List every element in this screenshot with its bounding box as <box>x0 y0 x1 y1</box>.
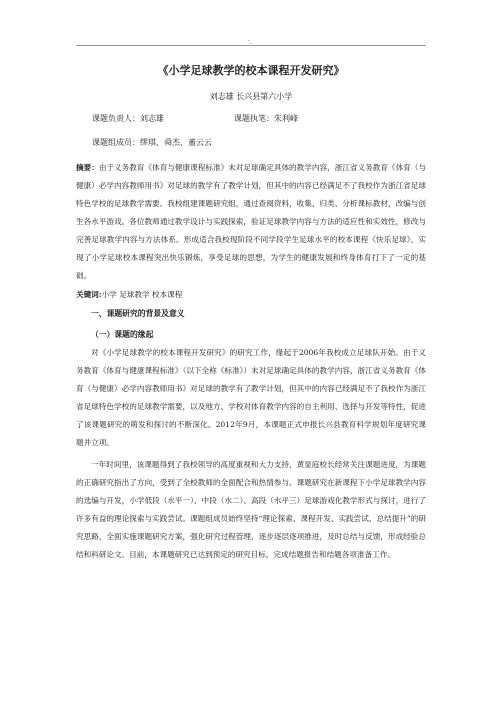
header-rule <box>76 45 426 46</box>
project-leader: 课题负责人：刘志雄 <box>92 114 164 123</box>
body-paragraph-1: 对《小学足球教学的校本课程开发研究》的研究工作，缘起于2006年我校成立足球队开始。由于义务教育《体育与健康课程标准》（以下全称《标准》）未对足球确定具体的教学内容，浙江省义务教育《体育（与健康）必学内容教师用书》对足球的教学有了教学计划，但其中的内容已经满足不了我校作为浙江省足球特色学校的足球教学需要，以及地方、学校对体育教学内容的自主利用、选择与开发等特性，促进了该课题研究的萌发和探讨的不断深化。2012年9月，本课题正式申报长兴县教育科学规划年度研究课题并立项。 <box>76 348 426 447</box>
project-writer: 课题执笔：朱利峰 <box>234 114 298 123</box>
abstract <box>76 159 426 285</box>
subsection-heading: （一）课题的缘起 <box>91 330 154 339</box>
section-heading: 一、课题研究的背景及意义 <box>91 309 185 318</box>
paper-title: 《小学足球教学的校本课程开发研究》 <box>157 64 345 77</box>
abstract-text: 由于义务教育《体育与健康课程标准》未对足球确定具体的教学内容，浙江省义务教育《体育（与健康）必学内容教师用书》对足球的教学有了教学计划，但其中的内容已经满足不了我校作为浙江省足球特色学校的足球教学需要。我校组建课题研究组，通过查阅资料，收集、归类、分析课标教材，改编与创生各水平游戏。各位教师通过教学设计与实践探索，验证足球教学内容与方法的适应性和实效性，修改与完善足球教学内容与方法体系。形成适合我校现阶段不同学段学生足球水平的校本课程《快乐足球》，实现了小学足球校本课程突出快乐锻炼，享受足球的思想，为学生的健康发展和终身体育打下了一定的基础。 <box>76 163 426 280</box>
project-members: 课题组成员：缪琪、舜杰、董云云 <box>92 138 212 147</box>
keywords <box>76 286 426 304</box>
project-meta-row <box>76 112 426 126</box>
keywords-label: 关键词: <box>76 290 102 299</box>
abstract-label: 摘要： <box>76 163 99 172</box>
body-paragraph-2: 一年时间里，该课题得到了我校领导的高度重视和大力支持，黄显庭校长经常关注课题进度，为课题的正确研究指出了方向，受到了全校教师的全面配合和热情参与。课题研究在新课程下小学足球教学内容的选编与开发，小学低段（水平一）、中段（水二）、高段（水平三）足球游戏化教学形式与探讨，进行了许多有益的理论探索与实践尝试。课题组成员始终坚持“理论探索、课程开发、实践尝试、总结提升”的研究思路，全面实施课题研究方案，强化研究过程管理，逐步逐层逐项推进，及时总结与反馈，形成经验总结和科研论文。目前，本课题研究已达到预定的研究目标，完成结题报告和结题各项准备工作。 <box>76 460 426 559</box>
keywords-text: 小学 足球教学 校本课程 <box>101 290 183 299</box>
author-line: 刘志雄 长兴县第六小学 <box>209 92 293 101</box>
header-mark: -_ <box>247 37 253 44</box>
document-body <box>76 62 426 564</box>
